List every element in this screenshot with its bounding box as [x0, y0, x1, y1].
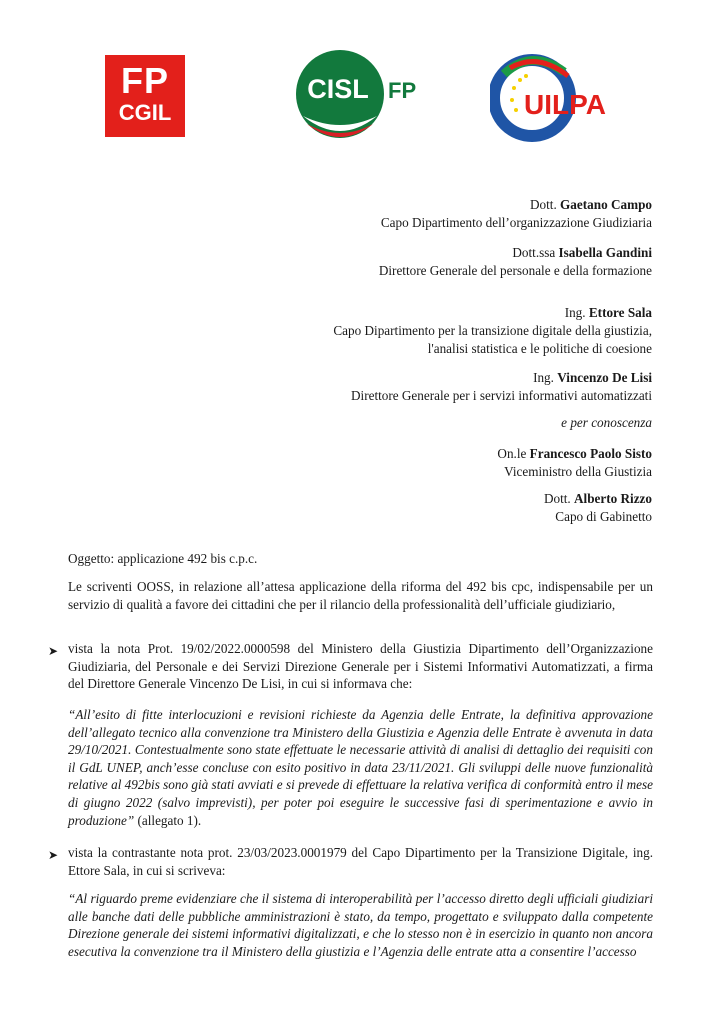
- arrow-bullet-icon: ➤: [48, 644, 59, 658]
- recipient-prefix: On.le: [497, 446, 530, 461]
- recipient-6: [544, 490, 652, 526]
- recipient-name: Vincenzo De Lisi: [557, 370, 652, 385]
- quote-2: “Al riguardo preme evidenziare che il sistema di interoperabilità per l’accesso diretto degli ufficiali giudiziari alle banche dati delle pubbliche amministrazioni è stato, da tempo, progettato e sviluppato dalla competente Direzione generale dei sistemi informativi digitalizzati, e che lo stesso non è in esercizio in quanto non ancora esecutiva la convenzione tra il Ministero della giustizia e l’Agenzia delle entrate atta a consentire l’accesso: [68, 891, 653, 959]
- recipient-name: Isabella Gandini: [558, 245, 652, 260]
- fp-cgil-logo: [105, 55, 185, 137]
- list-item-2: vista la contrastante nota prot. 23/03/2023.0001979 del Capo Dipartimento per la Transizione Digitale, ing. Ettore Sala, in cui si scriveva:: [68, 845, 653, 878]
- cisl-fp-logo: [293, 50, 433, 142]
- recipient-prefix: Ing.: [533, 370, 558, 385]
- recipient-2: [379, 244, 652, 280]
- arrow-bullet-icon: ➤: [48, 848, 59, 862]
- recipient-prefix: Dott.ssa: [512, 245, 559, 260]
- recipient-role: Capo di Gabinetto: [555, 509, 652, 524]
- cc-label: e per conoscenza: [561, 415, 652, 430]
- uilpa-logo-text: UILPA: [524, 89, 606, 120]
- fp-cgil-logo-line2: CGIL: [118, 100, 172, 125]
- recipient-role-line2: l'analisi statistica e le politiche di coesione: [427, 341, 652, 356]
- recipient-role: Capo Dipartimento dell’organizzazione Giudiziaria: [380, 215, 652, 230]
- recipient-role: Viceministro della Giustizia: [504, 464, 652, 479]
- cisl-logo-text: CISL: [307, 74, 369, 104]
- quote-1: [68, 706, 653, 829]
- recipient-role: Capo Dipartimento per la transizione digitale della giustizia,: [333, 323, 652, 338]
- list-item-1: vista la nota Prot. 19/02/2022.0000598 del Ministero della Giustizia Dipartimento dell’Organizzazione Giudiziaria, del Personale e dei Servizi Direzione Generale per i Sistemi Informativi Automatizzati, a firma del Direttore Generale Vincenzo De Lisi, in cui si informava che:: [68, 641, 653, 692]
- recipient-name: Ettore Sala: [588, 305, 652, 320]
- recipient-3: [333, 304, 652, 358]
- recipient-name: Alberto Rizzo: [574, 491, 652, 506]
- fp-cgil-logo-line1: FP: [120, 60, 169, 101]
- recipient-name: Gaetano Campo: [560, 197, 652, 212]
- recipient-role: Direttore Generale del personale e della formazione: [378, 263, 652, 278]
- intro-paragraph: Le scriventi OOSS, in relazione all’attesa applicazione della riforma del 492 bis cpc, indispensabile per un servizio di qualità a favore dei cittadini che per il rilancio della professionalità dell’ufficiale giudiziario,: [68, 579, 653, 612]
- recipient-prefix: Ing.: [564, 305, 589, 320]
- recipient-1: [381, 196, 652, 232]
- logo-bar: [0, 50, 720, 150]
- fp-logo-text: FP: [388, 78, 417, 103]
- recipient-5: [497, 445, 652, 481]
- recipient-role: Direttore Generale per i servizi informativi automatizzati: [351, 388, 652, 403]
- quote-1-attachment: (allegato 1).: [134, 812, 202, 828]
- recipient-name: Francesco Paolo Sisto: [529, 446, 652, 461]
- recipient-prefix: Dott.: [530, 197, 561, 212]
- recipient-4: [351, 369, 652, 405]
- quote-1-text: “All’esito di fitte interlocuzioni e revisioni richieste da Agenzia delle Entrate, la definitiva approvazione dell’allegato tecnico alla convenzione tra Ministero della Giustizia e Agenzia delle Entrate è avvenuta in data 29/10/2021. Contestualmente sono state effettuate le necessarie attività di analisi di dettaglio dei requisiti con il GdL UNEP, anch’esse concluse con esito positivo in data 23/11/2021. Gli sviluppi delle nuove funzionalità relative al 492bis sono già stati avviati e si prevede di effettuare la relativa verifica di conformità entro il mese di giugno 2022 (salvo imprevisti), per poter poi eseguire le successive fasi di sperimentazione e avvio in produzione”: [68, 707, 653, 828]
- subject-line: Oggetto: applicazione 492 bis c.p.c.: [68, 551, 258, 566]
- recipient-prefix: Dott.: [543, 491, 574, 506]
- uilpa-logo: [490, 54, 620, 142]
